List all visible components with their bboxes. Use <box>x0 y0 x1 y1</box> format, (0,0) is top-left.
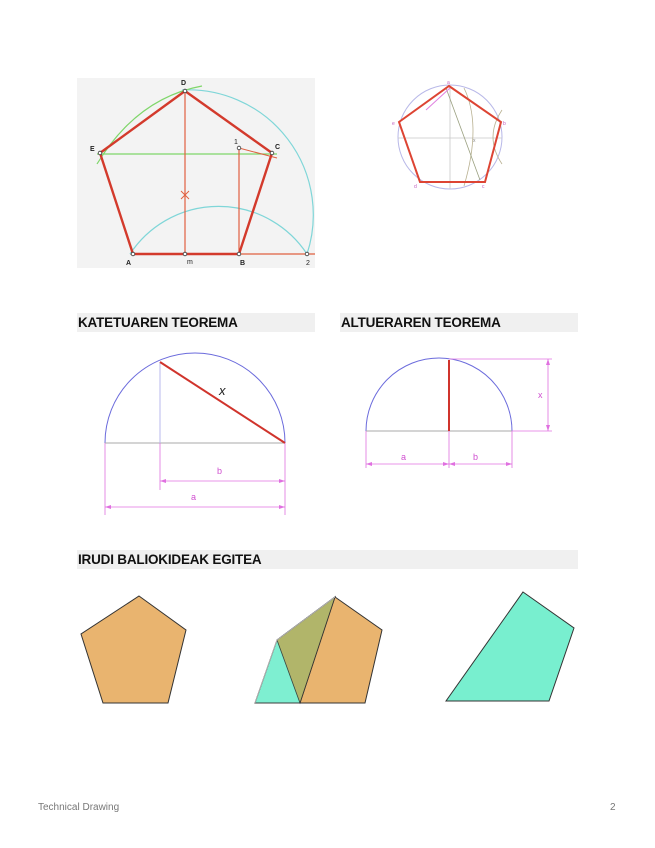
label-a: a <box>447 80 450 86</box>
orange-pentagon <box>81 596 186 703</box>
label-a: a <box>401 452 407 462</box>
semicircle <box>105 353 285 443</box>
semicircle <box>366 358 512 431</box>
heading-irudi-baliokideak <box>77 550 578 569</box>
label-c: c <box>482 184 485 190</box>
dimension-lines <box>366 359 552 468</box>
label-e: e <box>392 121 395 127</box>
transformation-figure <box>252 590 387 710</box>
label-b: B <box>240 260 246 267</box>
footer-page-number: 2 <box>610 802 616 813</box>
label-a: A <box>126 260 132 267</box>
heading-text: IRUDI BALIOKIDEAK EGITEA <box>78 552 262 567</box>
label-x: x <box>538 390 543 400</box>
dimension-lines <box>105 443 285 515</box>
katetua-theorem-figure <box>95 345 300 520</box>
figure-background <box>77 78 315 268</box>
label-m: m <box>187 259 193 266</box>
label-1: 1 <box>234 139 238 146</box>
orange-pentagon-figure <box>75 590 195 710</box>
cyan-quadrilateral <box>446 592 574 701</box>
footer-title: Technical Drawing <box>38 802 120 813</box>
dimension-arrows <box>366 359 550 466</box>
x-label-mark <box>218 383 226 398</box>
cathetus-line <box>160 362 285 443</box>
altuera-theorem-figure <box>360 350 560 475</box>
pentagon-construction-figure <box>77 78 315 268</box>
pentagon-in-circle-figure <box>390 80 515 195</box>
olive-line <box>446 88 480 180</box>
label-b: b <box>473 452 479 462</box>
label-e: E <box>90 146 95 153</box>
heading-katetuaren-teorema <box>77 313 315 332</box>
label-d: d <box>414 184 417 190</box>
heading-text: ALTUERAREN TEOREMA <box>341 315 501 330</box>
label-2: 2 <box>306 260 310 267</box>
label-x: x <box>473 138 476 144</box>
label-b: b <box>503 121 506 127</box>
label-d: D <box>181 80 187 87</box>
cyan-quadrilateral-figure <box>442 588 582 708</box>
label-b: b <box>217 466 223 476</box>
heading-altueraren-teorema <box>340 313 578 332</box>
label-x: x <box>219 383 226 398</box>
label-a: a <box>191 492 197 502</box>
heading-text: KATETUAREN TEOREMA <box>78 315 238 330</box>
label-c: C <box>275 144 281 151</box>
